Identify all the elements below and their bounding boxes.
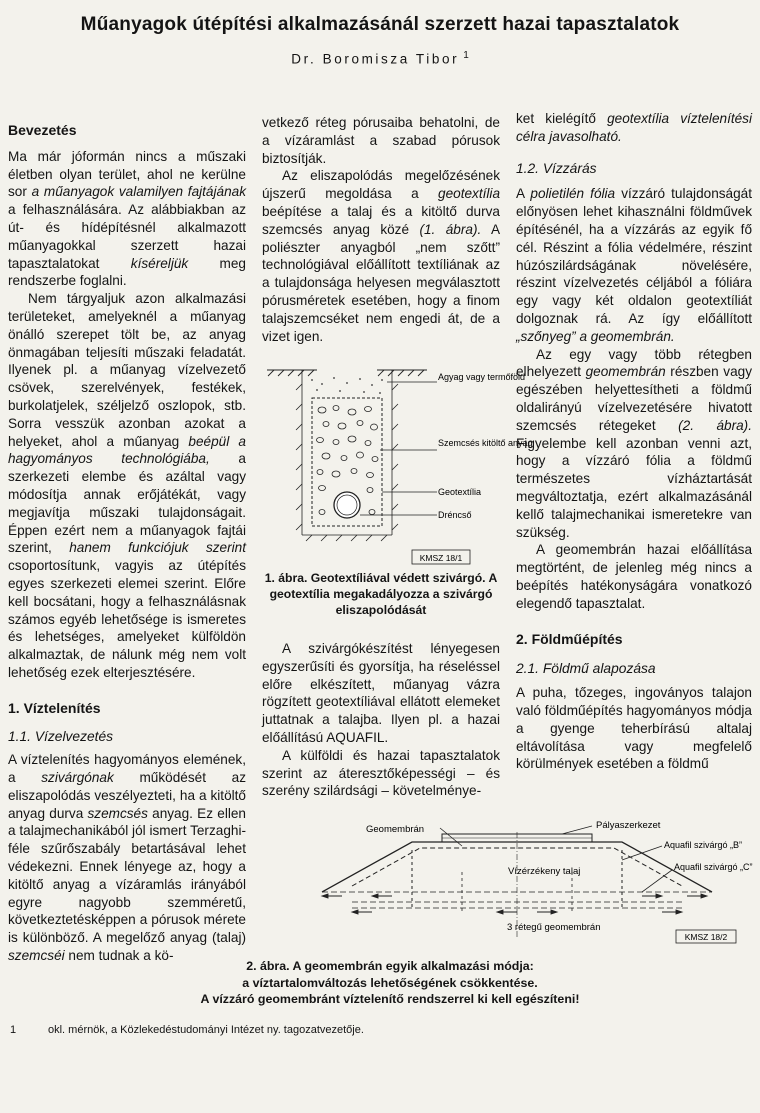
paragraph: A polietilén fólia vízzáró tulajdonságát előnyösen lehet kihasználni földművek építésénél, ha a vízzárás az egyik fő cél. Részint a fólia védelmére, részint húzószilárdságának növelésére, részint vízelvezetés céljából a fóliára egy vagy két oldalon geotextíliát dolgoznak rá. Az így előállított „szőnyeg” a geomembrán. xyxy=(516,186,753,344)
figure-code: KMSZ 18/2 xyxy=(684,932,728,942)
label-drain-pipe: Dréncső xyxy=(438,510,472,520)
heading-section-1-1: 1.1. Vízelvezetés xyxy=(8,728,114,744)
heading-section-1: 1. Víztelenítés xyxy=(8,699,101,716)
footnote-mark: 1 xyxy=(463,50,469,61)
footnote-text: okl. mérnök, a Közlekedéstudományi Intézet ny. tagozatvezetője. xyxy=(48,1024,364,1036)
heading-introduction: Bevezetés xyxy=(8,122,77,138)
flow-arrows xyxy=(322,894,707,914)
footnote-number: 1 xyxy=(10,1024,17,1036)
paragraph: ket kielégítő geotextília víztelenítési célra javasolható. xyxy=(516,111,752,144)
paragraph: Nem tárgyaljuk azon alkalmazási területeket, amelyeknél a műanyag önálló szerepet tölt be, az anyag önmagában teljesíti műszaki feladatát. Ilyenek pl. a műanyag vízelvezető csövek, szerelvények, festékek, burkolatjelek, széljelző oszlopok, stb. Sorra vesszük azonban azokat a helyeket, ahol a műanyag beépül a hagyományos technológiába, a szerkezeti elembe és azáltal vagy módosítja annak erőjátékát, vagy megjavítja műszaki tulajdonságait. Éppen ezért nem a műanyagok fajtái szerint, hanem funkciójuk szerint csoportosítunk, vagyis az útépítés egyes szerkezeti elemei szerint. Előre kell bocsátani, hogy a felhasználásnak számos egyéb lehetősége is ismeretes és lehetséges, amelyeket külföldön alkalmaztak, de nálunk még nem volt lehetőség ezek elterjesztésére. xyxy=(8,291,247,680)
paragraph: vetkező réteg pórusaiba behatolni, de a vízáramlást a szabad pórusok biztosítják. xyxy=(262,115,500,166)
label-three-layer-geomembrane: 3 rétegű geomembrán xyxy=(507,922,601,933)
author-name: Dr. Boromisza Tibor xyxy=(291,51,460,67)
footnote xyxy=(10,1024,750,1036)
paragraph: A geomembrán hazai előállítása megtörtént, de jelenleg még nincs a beépítés hatékonyságára vonatkozó elegendő tapasztalat. xyxy=(516,542,752,611)
figure-1-caption: 1. ábra. Geotextíliával védett szivárgó. A geotextília megakadályozza a szivárgó eliszapolódását xyxy=(264,571,498,617)
topsoil-fill xyxy=(311,377,383,394)
figure-1-drain-diagram xyxy=(262,360,533,570)
paragraph: A külföldi és hazai tapasztalatok szerint az áteresztőképességi – és szerény szilárdsági – követelménye- xyxy=(262,747,500,799)
caption-line: a víztartalomváltozás lehetőségének csökkentése. xyxy=(242,975,538,990)
paragraph: A víztelenítés hagyományos elemének, a szivárgónak működését az eliszapolódás veszélyezteti, ha a kitöltő anyag durva szemcsés anyag. Ez ellen a talajmechanikából jól ismert Terzaghi-féle szűrőszabály betartásával lehet védekezni. Ennek lényege az, hogy a kitöltő anyag a vízáramlás irányából egyre nagyobb szemméretű, következtetésképpen a pórusok mérete is különböző. A megelőző anyag (talaj) szemcséi nem tudnak a kö- xyxy=(8,752,247,964)
label-clay: Agyag vagy termőföld xyxy=(438,372,526,382)
label-aquafil-c: Aquafil szivárgó „C” xyxy=(674,862,753,872)
ground-hatch xyxy=(267,370,427,376)
drain-pipe xyxy=(334,492,360,518)
column-2-bottom xyxy=(262,640,500,800)
column-1 xyxy=(8,116,246,965)
paragraph: A puha, tőzeges, ingoványos talajon való földműépítés hagyományos módja a gyenge teherbírású altalaj eltávolítása vagy megfelelő körülmények esetében a földmű xyxy=(516,685,752,772)
column-2-top xyxy=(262,114,500,345)
heading-section-2-1: 2.1. Földmű alapozása xyxy=(516,661,656,677)
heading-section-1-2: 1.2. Vízzárás xyxy=(516,160,597,176)
figure-code: KMSZ 18/1 xyxy=(419,553,463,563)
caption-line: A vízzáró geomembránt víztelenítő rendszerrel ki kell egészíteni! xyxy=(200,992,580,1006)
label-geomembrane: Geomembrán xyxy=(366,824,425,835)
paragraph: Az egy vagy több rétegben elhelyezett geomembrán részben vagy egészében helyettesítheti a földmű oldalirányú vízelvezetésére hivatott szemcsés rétegeket (2. ábra). Figyelembe kell azonban venni azt, hogy a vízzáró fólia a földmű természetes vízháztartását megváltoztatja, ezért alkalmazásánál kellő talajmechanikai ismeretekre van szükség. xyxy=(516,346,752,540)
figure-2-embankment-diagram xyxy=(262,812,760,956)
article-title: Műanyagok útépítési alkalmazásánál szerzett hazai tapasztalatok xyxy=(80,14,680,35)
label-pavement: Pályaszerkezet xyxy=(596,820,661,831)
figure-2-caption xyxy=(20,958,760,1008)
paragraph: A szivárgókészítést lényegesen egyszerűsíti és gyorsítja, ha réseléssel előre elkészített, műanyag vázra rögzített geotextíliával ellátott elemeket juttatnak a talajba. Ilyen pl. a hazai előállítású AQUAFIL. xyxy=(262,641,500,745)
heading-section-2: 2. Földműépítés xyxy=(516,630,623,647)
author-line xyxy=(0,50,760,67)
column-3-top xyxy=(516,110,752,773)
label-granular-fill: Szemcsés kitöltő anyag xyxy=(438,438,533,448)
caption-line: 2. ábra. A geomembrán egyik alkalmazási módja: xyxy=(246,959,534,973)
paragraph: Ma már jóformán nincs a műszaki életben olyan terület, ahol ne kerülne sor a műanyagok valamilyen fajtájának a felhasználására. Az alábbiakban az út- és hídépítésnél alkalmazott műanyagokkal szerzett hazai tapasztalatokat kíséreljük meg rendszerbe foglalni. xyxy=(8,148,246,289)
paragraph: Az eliszapolódás megelőzésének újszerű megoldása a geotextília beépítése a talaj és a kitöltő durva szemcsés anyag közé (1. ábra). A poliészter anyagból „nem szőtt” technológiával előállított textíliának az a tulajdonsága helyesen megválasztott pórusméretek esetében, hogy a finom talajszemcséket nem engedi át, de a vizet igen. xyxy=(262,168,501,344)
label-geotextile: Geotextília xyxy=(438,487,482,497)
label-sensitive-soil: Vízérzékeny talaj xyxy=(508,866,581,877)
label-aquafil-b: Aquafil szivárgó „B” xyxy=(664,840,743,850)
